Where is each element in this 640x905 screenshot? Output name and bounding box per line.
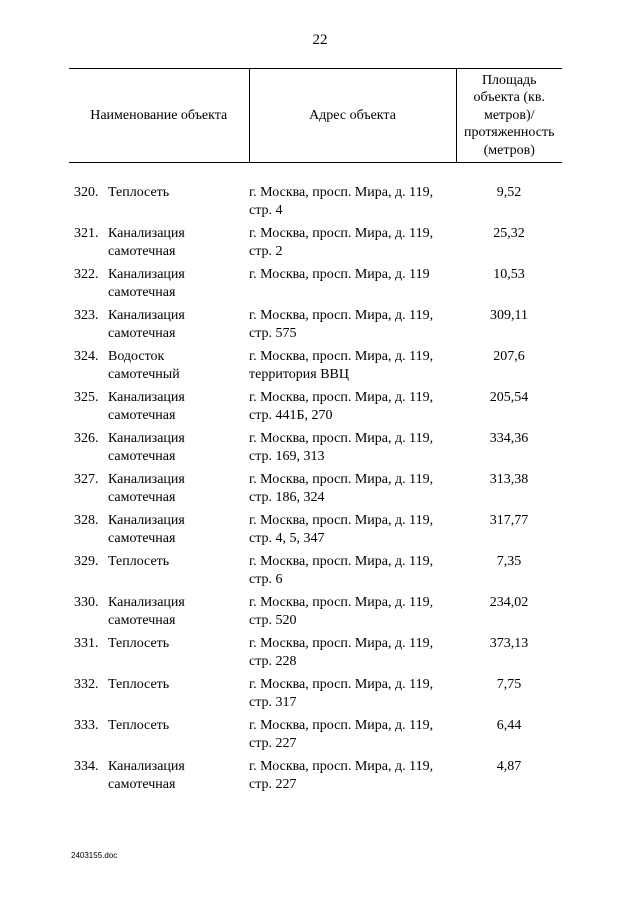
- cell-name: [69, 512, 249, 553]
- row-number: 325.: [74, 390, 99, 405]
- object-area: 334,36: [489, 431, 529, 446]
- object-address: г. Москва, просп. Мира, д. 119, стр. 520: [249, 595, 434, 628]
- cell-name: [69, 389, 249, 430]
- table-row: [69, 758, 562, 799]
- table-row: [69, 594, 562, 635]
- row-number: 320.: [74, 185, 99, 200]
- object-address: г. Москва, просп. Мира, д. 119, стр. 4: [249, 185, 434, 218]
- object-name: Теплосеть: [108, 677, 170, 692]
- object-name: Канализация самотечная: [108, 759, 185, 792]
- cell-name: [69, 184, 249, 225]
- object-address: г. Москва, просп. Мира, д. 119, стр. 441Б, 270: [249, 390, 434, 423]
- object-area: 7,35: [496, 554, 522, 569]
- row-number: 328.: [74, 513, 99, 528]
- object-area: 317,77: [489, 513, 529, 528]
- object-address: г. Москва, просп. Мира, д. 119, стр. 227: [249, 759, 434, 792]
- cell-address: [249, 471, 456, 512]
- object-address: г. Москва, просп. Мира, д. 119, стр. 317: [249, 677, 434, 710]
- cell-name: [69, 266, 249, 307]
- object-address: г. Москва, просп. Мира, д. 119, стр. 575: [249, 308, 434, 341]
- object-area: 4,87: [496, 759, 522, 774]
- object-name: Теплосеть: [108, 185, 170, 200]
- object-area: 9,52: [496, 185, 522, 200]
- row-number: 331.: [74, 636, 99, 651]
- object-area: 10,53: [493, 267, 525, 282]
- cell-address: [249, 512, 456, 553]
- object-name: Канализация самотечная: [108, 390, 185, 423]
- row-number: 329.: [74, 554, 99, 569]
- cell-name: [69, 553, 249, 594]
- table-row: [69, 225, 562, 266]
- cell-address: [249, 348, 456, 389]
- cell-address: [249, 717, 456, 758]
- row-number: 324.: [74, 349, 99, 364]
- cell-name: [69, 758, 249, 799]
- object-name: Канализация самотечная: [108, 431, 185, 464]
- table-row: [69, 430, 562, 471]
- object-name: Канализация самотечная: [108, 472, 185, 505]
- cell-address: [249, 430, 456, 471]
- object-area: 234,02: [489, 595, 529, 610]
- cell-name: [69, 225, 249, 266]
- cell-address: [249, 389, 456, 430]
- object-address: г. Москва, просп. Мира, д. 119, стр. 4, 5, 347: [249, 513, 434, 546]
- table-row: [69, 471, 562, 512]
- object-area: 25,32: [493, 226, 525, 241]
- table-row: [69, 348, 562, 389]
- table-row: [69, 717, 562, 758]
- table-row: [69, 184, 562, 225]
- object-name: Водосток самотечный: [108, 349, 180, 382]
- table-body: [69, 163, 562, 800]
- object-address: г. Москва, просп. Мира, д. 119, стр. 227: [249, 718, 434, 751]
- object-area: 313,38: [489, 472, 529, 487]
- cell-name: [69, 430, 249, 471]
- object-name: Канализация самотечная: [108, 267, 185, 300]
- header-name: Наименование объекта: [69, 69, 249, 163]
- header-address: Адрес объекта: [249, 69, 456, 163]
- object-name: Теплосеть: [108, 554, 170, 569]
- row-number: 332.: [74, 677, 99, 692]
- object-address: г. Москва, просп. Мира, д. 119, стр. 228: [249, 636, 434, 669]
- cell-address: [249, 184, 456, 225]
- object-area: 373,13: [489, 636, 529, 651]
- cell-address: [249, 307, 456, 348]
- object-address: г. Москва, просп. Мира, д. 119, стр. 2: [249, 226, 434, 259]
- row-number: 322.: [74, 267, 99, 282]
- table-row: [69, 676, 562, 717]
- object-area: 207,6: [493, 349, 525, 364]
- objects-table: [69, 68, 562, 799]
- object-area: 6,44: [496, 718, 522, 733]
- table-row: [69, 553, 562, 594]
- table-row: [69, 266, 562, 307]
- page-number: 22: [312, 32, 328, 48]
- object-name: Канализация самотечная: [108, 308, 185, 341]
- table-header-row: [69, 69, 562, 163]
- cell-address: [249, 676, 456, 717]
- row-number: 330.: [74, 595, 99, 610]
- header-area: Площадь объекта (кв. метров)/ протяженность (метров): [456, 69, 562, 163]
- cell-name: [69, 348, 249, 389]
- table-row: [69, 635, 562, 676]
- cell-address: [249, 266, 456, 307]
- cell-name: [69, 635, 249, 676]
- row-number: 323.: [74, 308, 99, 323]
- object-area: 309,11: [490, 308, 528, 323]
- table-row: [69, 307, 562, 348]
- cell-address: [249, 635, 456, 676]
- cell-address: [249, 594, 456, 635]
- object-name: Канализация самотечная: [108, 595, 185, 628]
- row-number: 326.: [74, 431, 99, 446]
- row-number: 327.: [74, 472, 99, 487]
- table-row: [69, 512, 562, 553]
- cell-address: [249, 225, 456, 266]
- row-number: 334.: [74, 759, 99, 774]
- object-name: Канализация самотечная: [108, 226, 185, 259]
- object-area: 205,54: [489, 390, 529, 405]
- cell-name: [69, 676, 249, 717]
- object-name: Теплосеть: [108, 718, 170, 733]
- object-address: г. Москва, просп. Мира, д. 119, территория ВВЦ: [249, 349, 434, 382]
- object-name: Теплосеть: [108, 636, 170, 651]
- object-address: г. Москва, просп. Мира, д. 119, стр. 186, 324: [249, 472, 434, 505]
- document-filename: 2403155.doc: [71, 851, 118, 860]
- cell-address: [249, 553, 456, 594]
- cell-name: [69, 717, 249, 758]
- row-number: 321.: [74, 226, 99, 241]
- cell-name: [69, 307, 249, 348]
- object-area: 7,75: [496, 677, 522, 692]
- row-number: 333.: [74, 718, 99, 733]
- object-address: г. Москва, просп. Мира, д. 119, стр. 169, 313: [249, 431, 434, 464]
- cell-name: [69, 471, 249, 512]
- object-address: г. Москва, просп. Мира, д. 119: [249, 267, 430, 282]
- object-address: г. Москва, просп. Мира, д. 119, стр. 6: [249, 554, 434, 587]
- object-name: Канализация самотечная: [108, 513, 185, 546]
- cell-address: [249, 758, 456, 799]
- table-row: [69, 389, 562, 430]
- cell-name: [69, 594, 249, 635]
